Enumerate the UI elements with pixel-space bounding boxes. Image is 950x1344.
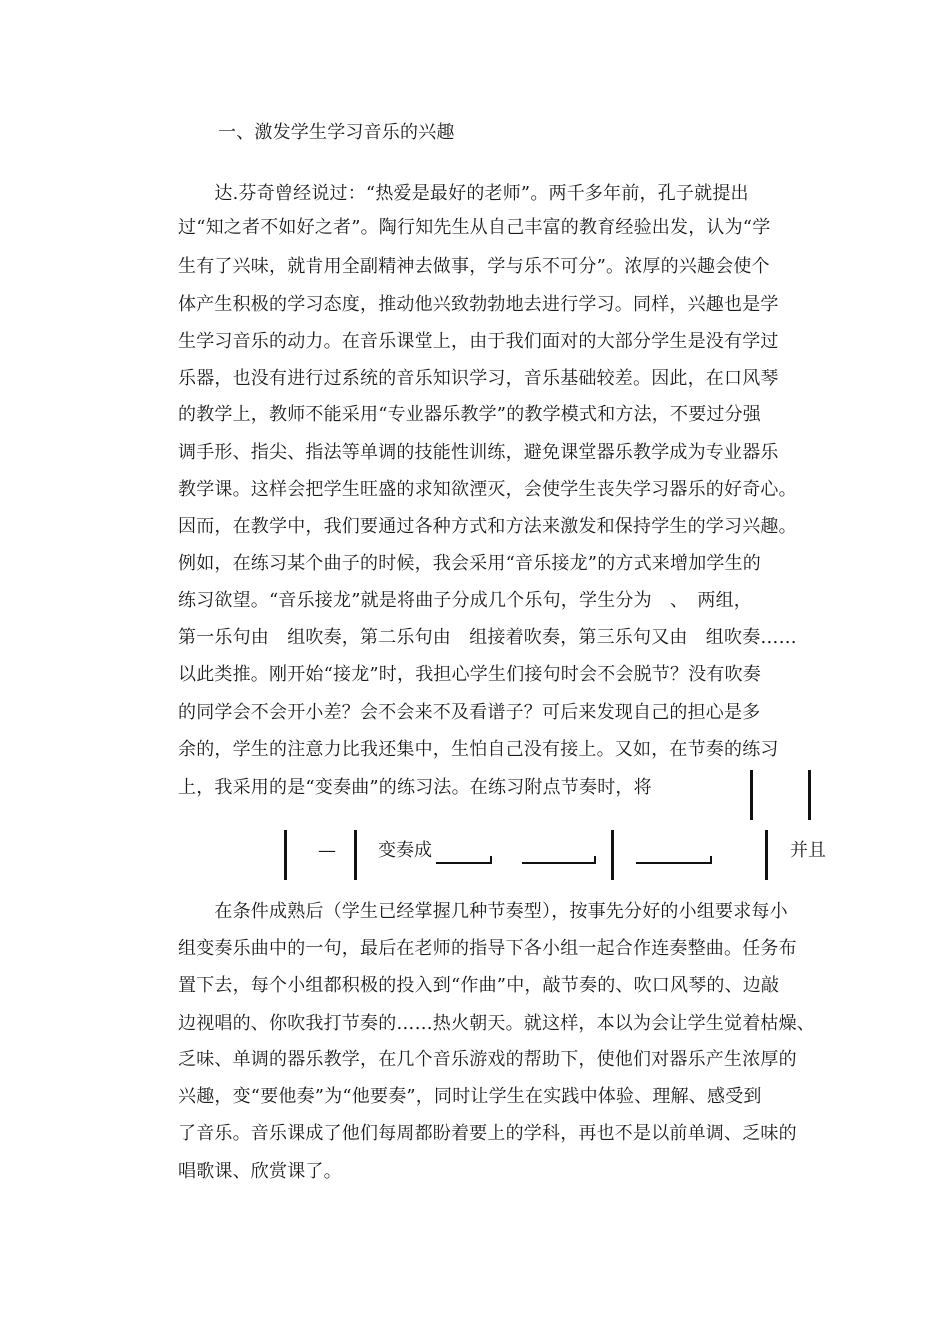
paragraph-line: 第一乐句由 组吹奏，第二乐句由 组接着吹奏，第三乐句又由 组吹奏……	[178, 627, 797, 648]
paragraph-line: 体产生积极的学习态度，推动他兴致勃勃地去进行学习。同样，兴趣也是学	[178, 294, 779, 315]
paragraph-line: 以此类推。刚开始“接龙”时，我担心学生们接句时会不会脱节？没有吹奏	[178, 664, 762, 685]
notation-barline	[750, 770, 753, 820]
paragraph-line: 的同学会不会开小差？会不会来不及看谱子？可后来发现自己的担心是多	[178, 702, 761, 723]
notation-barline	[284, 830, 287, 880]
paragraph-line: 达.芬奇曾经说过：“热爱是最好的老师”。两千多年前，孔子就提出	[178, 183, 749, 204]
paragraph-line: 置下去，每个小组都积极的投入到“作曲”中，敲节奏的、吹口风琴的、边敲	[178, 975, 780, 996]
paragraph-line: 唱歌课、欣赏课了。	[178, 1161, 342, 1182]
beam-line	[522, 862, 596, 864]
transform-label: 变奏成	[378, 840, 432, 861]
paragraph-line: 生学习音乐的动力。在音乐课堂上，由于我们面对的大部分学生是没有学过	[178, 331, 779, 352]
notation-barline	[808, 770, 811, 820]
notation-barline	[765, 830, 768, 880]
notation-barline	[611, 830, 614, 880]
paragraph-line: 上，我采用的是“变奏曲”的练习法。在练习附点节奏时，将	[178, 777, 652, 798]
paragraph-line: 乐器，也没有进行过系统的音乐知识学习，音乐基础较差。因此，在口风琴	[178, 368, 779, 389]
paragraph-line: 例如，在练习某个曲子的时候，我会采用“音乐接龙”的方式来增加学生的	[178, 553, 762, 574]
notation-dash: —	[318, 840, 336, 861]
paragraph-line: 生有了兴味，就肯用全副精神去做事，学与乐不可分”。浓厚的兴趣会使个	[178, 256, 770, 277]
beam-line	[636, 862, 712, 864]
and-label: 并且	[790, 840, 826, 861]
paragraph-line: 组变奏乐曲中的一句，最后在老师的指导下各小组一起合作连奏整曲。任务布	[178, 938, 797, 959]
paragraph-line: 教学课。这样会把学生旺盛的求知欲湮灭，会使学生丧失学习器乐的好奇心。	[178, 479, 797, 500]
paragraph-line: 调手形、指尖、指法等单调的技能性训练，避免课堂器乐教学成为专业器乐	[178, 442, 779, 463]
paragraph-line: 过“知之者不如好之者”。陶行知先生从自己丰富的教育经验出发，认为“学	[178, 217, 771, 238]
section-heading: 一、激发学生学习音乐的兴趣	[218, 122, 455, 143]
paragraph-line: 了音乐。音乐课成了他们每周都盼着要上的学科，再也不是以前单调、乏味的	[178, 1123, 797, 1144]
beam-stem	[490, 856, 492, 864]
notation-barline	[354, 830, 357, 880]
paragraph-line: 乏味、单调的器乐教学，在几个音乐游戏的帮助下，使他们对器乐产生浓厚的	[178, 1049, 797, 1070]
beam-stem	[710, 856, 712, 864]
paragraph-line: 练习欲望。“音乐接龙”就是将曲子分成几个乐句，学生分为 、 两组，	[178, 590, 753, 611]
beam-stem	[594, 856, 596, 864]
paragraph-line: 的教学上，教师不能采用“专业器乐教学”的教学模式和方法，不要过分强	[178, 404, 762, 425]
paragraph-line: 因而，在教学中，我们要通过各种方式和方法来激发和保持学生的学习兴趣。	[178, 516, 797, 537]
paragraph-line: 边视唱的、你吹我打节奏的……热火朝天。就这样，本以为会让学生觉着枯燥、	[178, 1013, 815, 1034]
paragraph-line: 余的，学生的注意力比我还集中，生怕自己没有接上。又如，在节奏的练习	[178, 739, 779, 760]
paragraph-line: 在条件成熟后（学生已经掌握几种节奏型），按事先分好的小组要求每小	[178, 901, 788, 922]
paragraph-line: 兴趣，变“要他奏”为“他要奏”，同时让学生在实践中体验、理解、感受到	[178, 1086, 762, 1107]
beam-line	[436, 862, 492, 864]
